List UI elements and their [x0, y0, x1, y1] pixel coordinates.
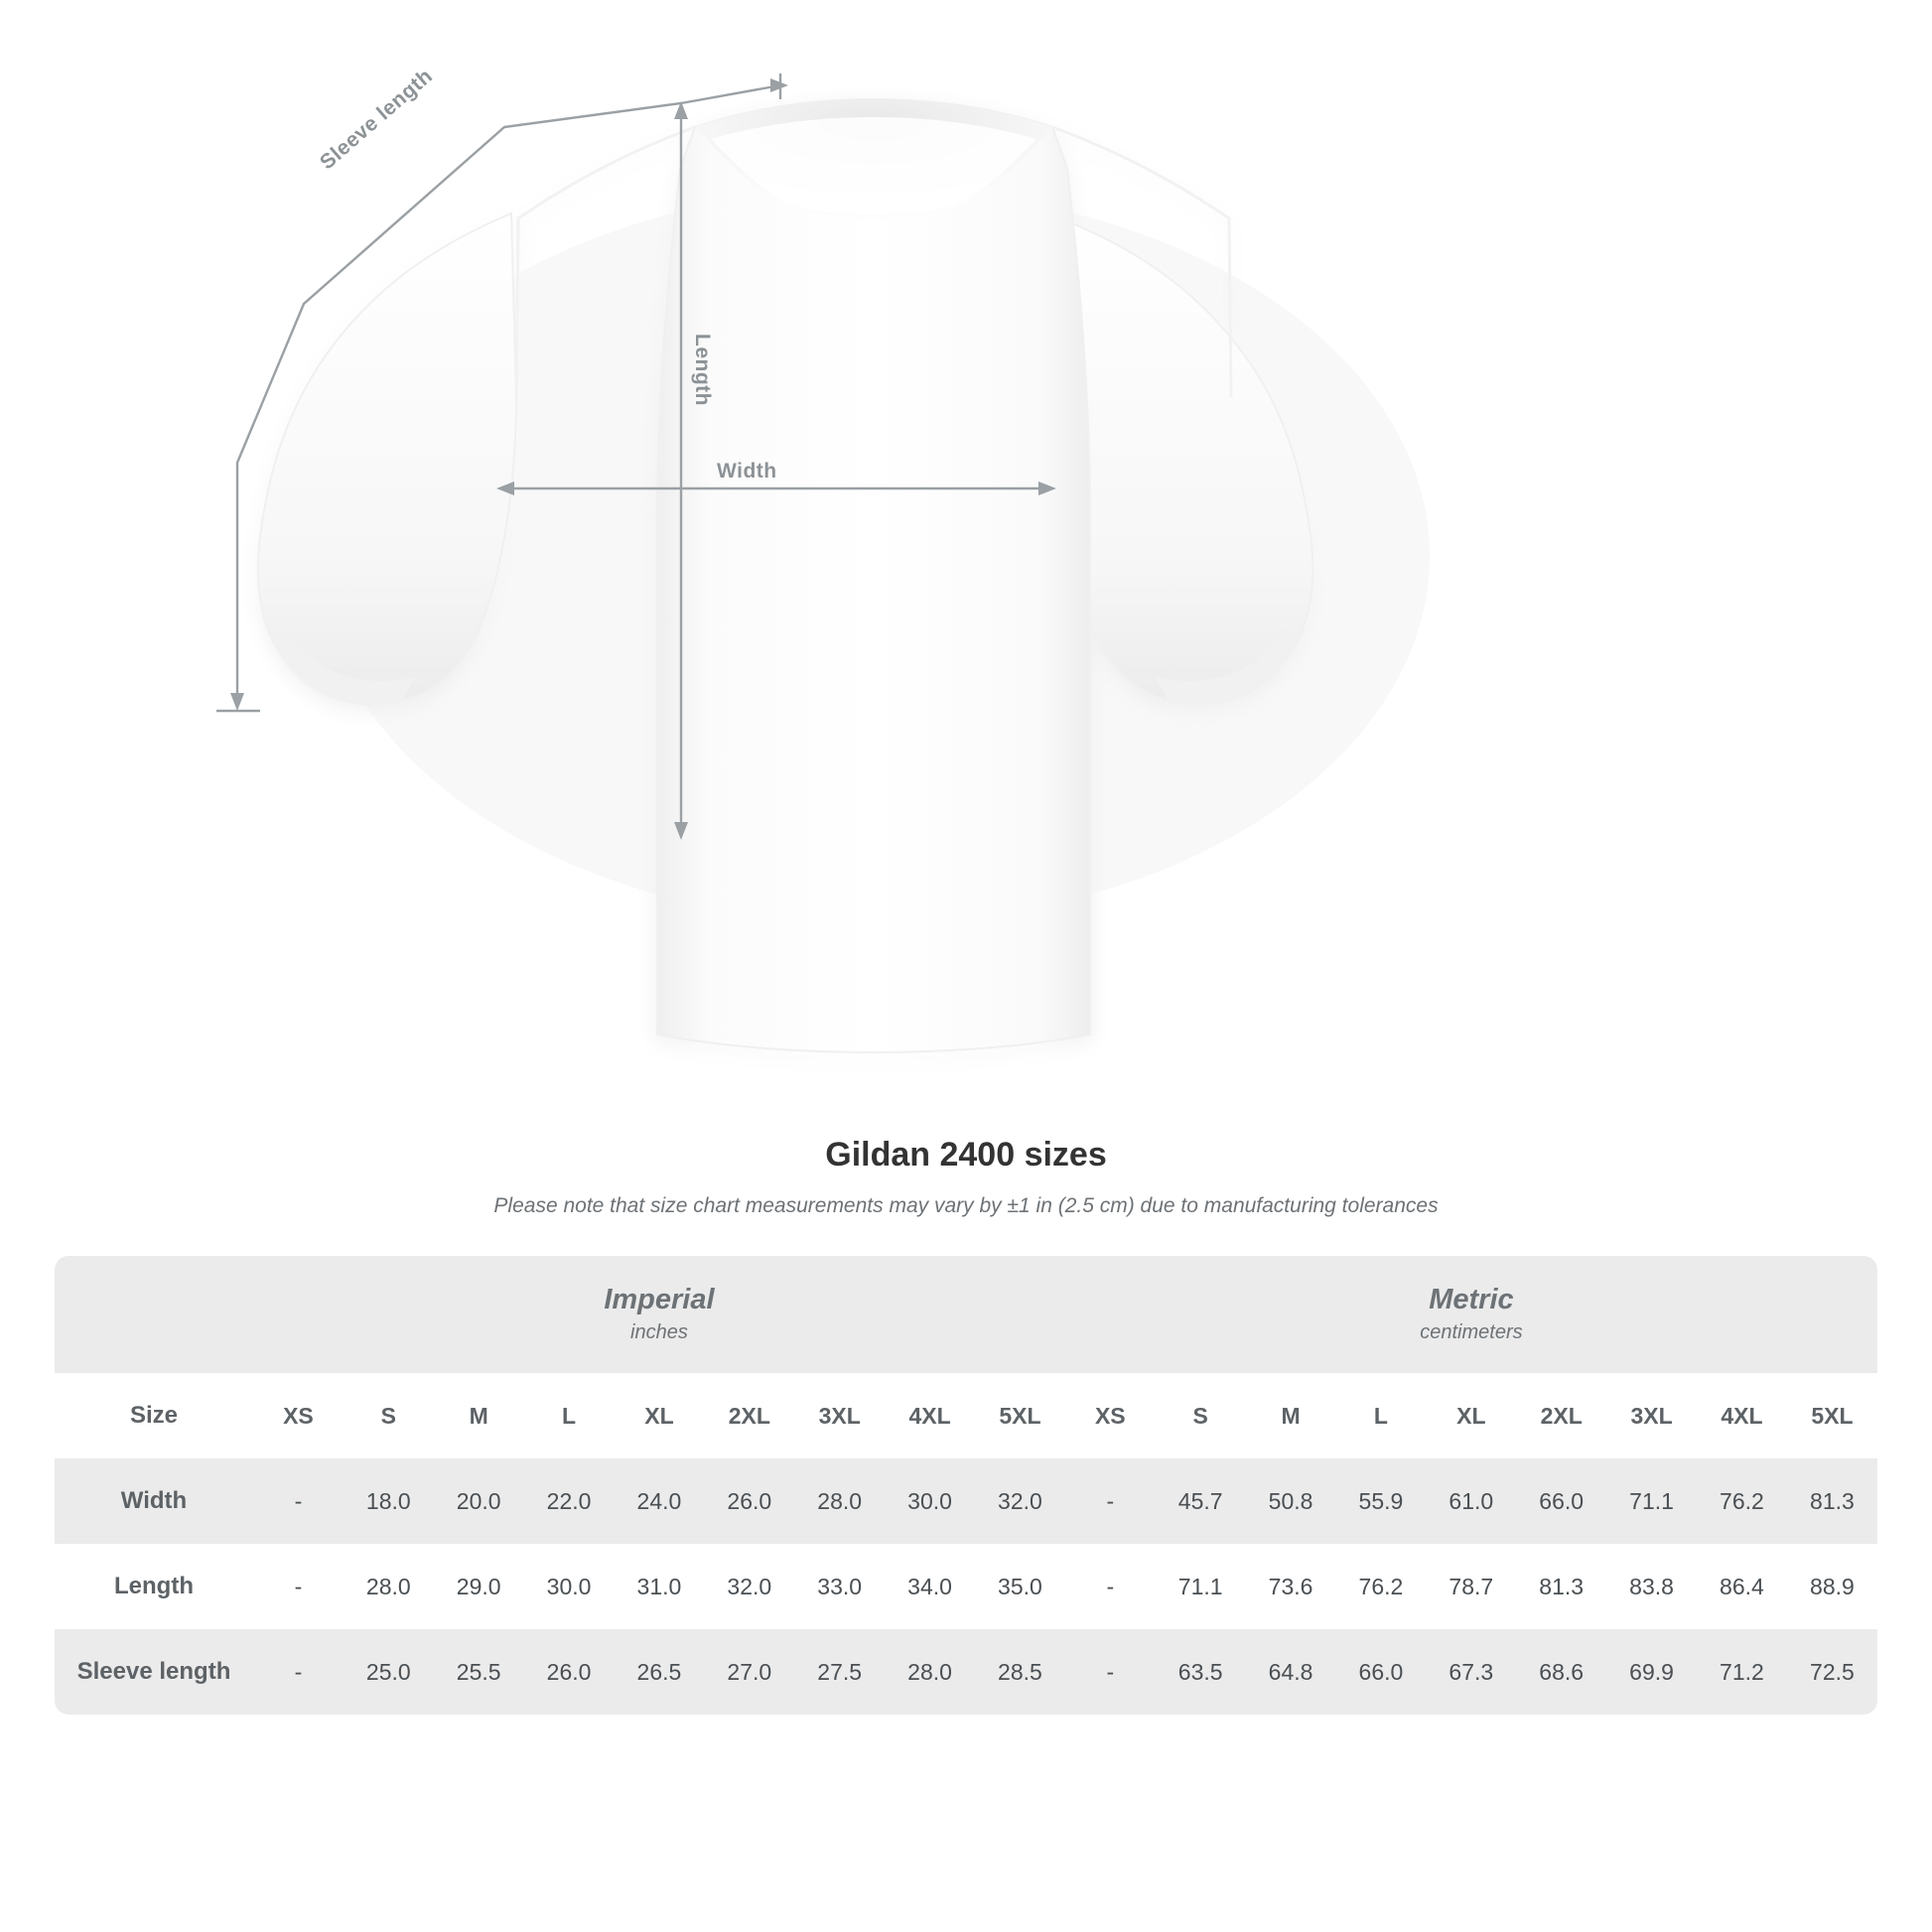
tolerance-note: Please note that size chart measurements may vary by ±1 in (2.5 cm) due to manufacturing tolerances	[493, 1194, 1439, 1217]
size-table-wrapper	[55, 1256, 1877, 1715]
cell-length-metric-l: 76.2	[1336, 1544, 1427, 1629]
unit-sub-imperial: inches	[630, 1321, 688, 1344]
size-header-imperial-xl: XL	[615, 1373, 705, 1458]
caption-block	[0, 1136, 1932, 1218]
size-header-metric-s: S	[1156, 1373, 1246, 1458]
cell-sleeve-imperial-xl: 26.5	[615, 1629, 705, 1715]
size-header-imperial-5xl: 5XL	[975, 1373, 1065, 1458]
size-header-imperial-4xl: 4XL	[885, 1373, 975, 1458]
cell-length-imperial-5xl: 35.0	[975, 1544, 1065, 1629]
row-label-length: Length	[55, 1544, 253, 1629]
cell-width-metric-5xl: 81.3	[1787, 1458, 1877, 1544]
cell-sleeve-metric-2xl: 68.6	[1516, 1629, 1606, 1715]
cell-width-metric-l: 55.9	[1336, 1458, 1427, 1544]
table-row-width	[55, 1458, 1877, 1544]
cell-width-metric-2xl: 66.0	[1516, 1458, 1606, 1544]
cell-sleeve-imperial-3xl: 27.5	[794, 1629, 885, 1715]
cell-width-metric-4xl: 76.2	[1697, 1458, 1787, 1544]
table-row-sleeve-length	[55, 1629, 1877, 1715]
cell-sleeve-imperial-l: 26.0	[524, 1629, 615, 1715]
size-header-metric-xl: XL	[1426, 1373, 1516, 1458]
cell-length-metric-xl: 78.7	[1426, 1544, 1516, 1629]
page-title: Gildan 2400 sizes	[825, 1136, 1107, 1173]
cell-sleeve-imperial-5xl: 28.5	[975, 1629, 1065, 1715]
size-header-metric-3xl: 3XL	[1606, 1373, 1697, 1458]
unit-header-metric	[1065, 1256, 1877, 1373]
cell-width-imperial-4xl: 30.0	[885, 1458, 975, 1544]
cell-width-metric-3xl: 71.1	[1606, 1458, 1697, 1544]
cell-length-imperial-s: 28.0	[344, 1544, 434, 1629]
unit-name-imperial: Imperial	[604, 1283, 715, 1315]
size-header-metric-l: L	[1336, 1373, 1427, 1458]
cell-length-imperial-xl: 31.0	[615, 1544, 705, 1629]
cell-length-metric-4xl: 86.4	[1697, 1544, 1787, 1629]
cell-sleeve-metric-5xl: 72.5	[1787, 1629, 1877, 1715]
size-header-imperial-3xl: 3XL	[794, 1373, 885, 1458]
cell-length-metric-5xl: 88.9	[1787, 1544, 1877, 1629]
unit-header-row	[55, 1256, 1877, 1373]
size-header-label: Size	[55, 1373, 253, 1458]
cell-length-imperial-2xl: 32.0	[704, 1544, 794, 1629]
size-header-imperial-s: S	[344, 1373, 434, 1458]
cell-sleeve-imperial-s: 25.0	[344, 1629, 434, 1715]
cell-sleeve-imperial-m: 25.5	[434, 1629, 524, 1715]
cell-sleeve-metric-3xl: 69.9	[1606, 1629, 1697, 1715]
cell-width-metric-xl: 61.0	[1426, 1458, 1516, 1544]
size-header-metric-m: M	[1246, 1373, 1336, 1458]
unit-name-metric: Metric	[1429, 1283, 1514, 1315]
cell-width-imperial-3xl: 28.0	[794, 1458, 885, 1544]
cell-length-metric-3xl: 83.8	[1606, 1544, 1697, 1629]
unit-header-spacer	[55, 1256, 253, 1373]
cell-sleeve-imperial-xs: -	[253, 1629, 344, 1715]
cell-width-imperial-2xl: 26.0	[704, 1458, 794, 1544]
size-header-metric-xs: XS	[1065, 1373, 1156, 1458]
cell-sleeve-metric-l: 66.0	[1336, 1629, 1427, 1715]
cell-sleeve-metric-xs: -	[1065, 1629, 1156, 1715]
cell-length-metric-m: 73.6	[1246, 1544, 1336, 1629]
size-header-metric-5xl: 5XL	[1787, 1373, 1877, 1458]
unit-sub-metric: centimeters	[1420, 1321, 1523, 1344]
cell-width-imperial-s: 18.0	[344, 1458, 434, 1544]
row-label-width: Width	[55, 1458, 253, 1544]
row-label-sleeve-length: Sleeve length	[55, 1629, 253, 1715]
cell-sleeve-imperial-4xl: 28.0	[885, 1629, 975, 1715]
cell-length-metric-s: 71.1	[1156, 1544, 1246, 1629]
cell-width-imperial-5xl: 32.0	[975, 1458, 1065, 1544]
cell-length-imperial-4xl: 34.0	[885, 1544, 975, 1629]
size-header-row	[55, 1373, 1877, 1458]
cell-length-metric-2xl: 81.3	[1516, 1544, 1606, 1629]
cell-width-metric-s: 45.7	[1156, 1458, 1246, 1544]
length-label: Length	[691, 334, 714, 406]
width-label: Width	[717, 460, 777, 483]
cell-sleeve-imperial-2xl: 27.0	[704, 1629, 794, 1715]
cell-width-imperial-m: 20.0	[434, 1458, 524, 1544]
unit-header-imperial	[253, 1256, 1065, 1373]
cell-sleeve-metric-m: 64.8	[1246, 1629, 1336, 1715]
cell-sleeve-metric-xl: 67.3	[1426, 1629, 1516, 1715]
cell-width-imperial-xs: -	[253, 1458, 344, 1544]
size-header-imperial-m: M	[434, 1373, 524, 1458]
size-table	[55, 1256, 1877, 1715]
size-header-imperial-2xl: 2XL	[704, 1373, 794, 1458]
size-header-imperial-xs: XS	[253, 1373, 344, 1458]
cell-sleeve-metric-4xl: 71.2	[1697, 1629, 1787, 1715]
cell-length-imperial-m: 29.0	[434, 1544, 524, 1629]
cell-sleeve-metric-s: 63.5	[1156, 1629, 1246, 1715]
sleeve-length-label: Sleeve length	[316, 64, 438, 175]
cell-length-imperial-xs: -	[253, 1544, 344, 1629]
size-header-metric-4xl: 4XL	[1697, 1373, 1787, 1458]
cell-length-imperial-l: 30.0	[524, 1544, 615, 1629]
cell-width-metric-xs: -	[1065, 1458, 1156, 1544]
size-header-imperial-l: L	[524, 1373, 615, 1458]
table-row-length	[55, 1544, 1877, 1629]
cell-width-imperial-xl: 24.0	[615, 1458, 705, 1544]
cell-width-imperial-l: 22.0	[524, 1458, 615, 1544]
cell-width-metric-m: 50.8	[1246, 1458, 1336, 1544]
size-header-metric-2xl: 2XL	[1516, 1373, 1606, 1458]
cell-length-metric-xs: -	[1065, 1544, 1156, 1629]
cell-length-imperial-3xl: 33.0	[794, 1544, 885, 1629]
